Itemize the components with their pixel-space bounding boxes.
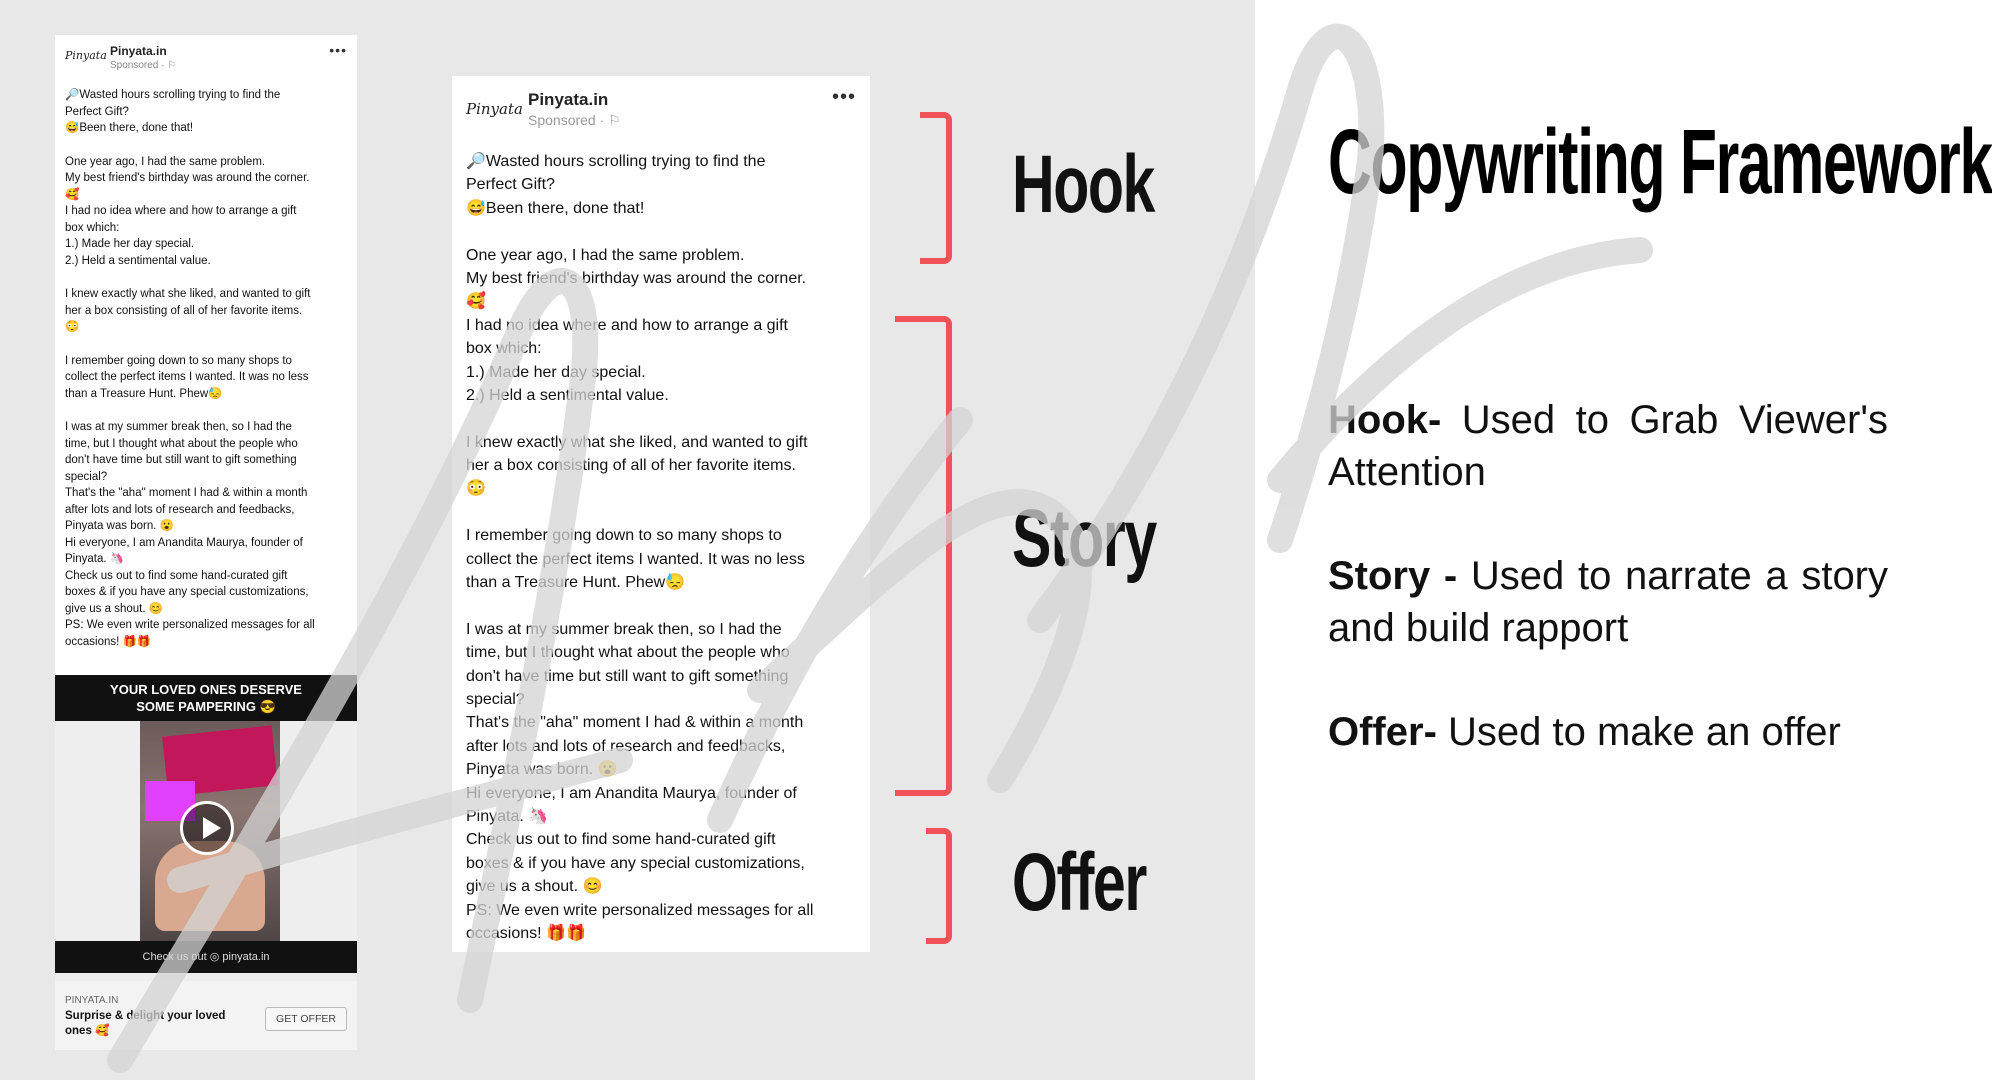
post-text-line: Perfect Gift? bbox=[466, 176, 555, 194]
ad-text-line: That's the "aha" moment I had & within a month bbox=[65, 487, 308, 499]
post-text-line: Check us out to find some hand-curated gift bbox=[466, 831, 776, 849]
story-label: Story bbox=[1012, 493, 1156, 584]
ad-banner-line-2: SOME PAMPERING 😎 bbox=[136, 699, 276, 714]
post-text-line: I remember going down to so many shops to bbox=[466, 527, 782, 545]
ad-banner-line-1: YOUR LOVED ONES DESERVE bbox=[110, 682, 302, 697]
hook-term: Hook- bbox=[1328, 398, 1442, 442]
ad-banner bbox=[55, 675, 357, 721]
hook-description: Used to Grab Viewer's Attention bbox=[1328, 398, 1888, 494]
ad-text-line: collect the perfect items I wanted. It was no less bbox=[65, 371, 309, 383]
post-text-line: her a box consisting of all of her favorite items. bbox=[466, 457, 796, 475]
video-footer-text: Check us out ◎ pinyata.in bbox=[55, 941, 357, 973]
ad-text-line: her a box consisting of all of her favorite items. bbox=[65, 304, 303, 317]
ad-text-line: Pinyata. 🦄 bbox=[65, 553, 125, 565]
post-text-line: Pinyata. 🦄 bbox=[466, 807, 549, 825]
post-text-line: One year ago, I had the same problem. bbox=[466, 246, 745, 264]
story-bracket bbox=[895, 316, 952, 796]
ad-domain: PINYATA.IN bbox=[65, 995, 119, 1006]
ad-text-line: don't have time but still want to gift something bbox=[65, 454, 297, 466]
ad-text-line: PS: We even write personalized messages for all bbox=[65, 619, 315, 631]
offer-definition bbox=[1328, 706, 1888, 758]
hook-definition bbox=[1328, 394, 1888, 498]
ad-preview-card bbox=[55, 35, 357, 1050]
post-body-text bbox=[466, 150, 866, 945]
ad-text-line bbox=[65, 137, 353, 154]
hook-bracket bbox=[920, 112, 952, 264]
post-more-options-icon[interactable]: ••• bbox=[831, 86, 856, 108]
post-text-line: don't have time but still want to gift something bbox=[466, 667, 789, 685]
post-text-line: than a Treasure Hunt. Phew😓 bbox=[466, 574, 686, 592]
ad-text-line: occasions! 🎁🎁 bbox=[65, 635, 152, 648]
ad-text-line: Perfect Gift? bbox=[65, 105, 129, 118]
post-text-line: occasions! 🎁🎁 bbox=[466, 924, 586, 942]
post-sponsored-label: Sponsored · ⚐ bbox=[528, 112, 621, 128]
pinyata-logo: Pinyata bbox=[65, 49, 107, 62]
post-text-line: Hi everyone, I am Anandita Maurya, founder of bbox=[466, 784, 797, 802]
story-definition bbox=[1328, 550, 1888, 654]
offer-label: Offer bbox=[1012, 837, 1146, 928]
ad-text-line: I knew exactly what she liked, and wanted to gift bbox=[65, 288, 311, 300]
post-text-line bbox=[466, 594, 866, 617]
post-text-line: 😳 bbox=[466, 480, 486, 498]
ad-text-line: special? bbox=[65, 470, 108, 483]
post-text-line: 🥰 bbox=[466, 293, 486, 311]
post-text-line: I knew exactly what she liked, and wanted to gift bbox=[466, 433, 808, 451]
ad-text-line: One year ago, I had the same problem. bbox=[65, 155, 266, 168]
post-text-card bbox=[452, 76, 870, 952]
offer-bracket bbox=[926, 828, 952, 944]
ad-text-line: I was at my summer break then, so I had the bbox=[65, 421, 292, 433]
ad-text-line: box which: bbox=[65, 221, 120, 234]
get-offer-button[interactable]: GET OFFER bbox=[265, 1007, 347, 1031]
ad-text-line: boxes & if you have any special customizations, bbox=[65, 586, 309, 598]
post-text-line: boxes & if you have any special customizations, bbox=[466, 854, 805, 872]
post-page-name[interactable]: Pinyata.in bbox=[528, 90, 609, 109]
post-text-line bbox=[466, 501, 866, 524]
post-text-line bbox=[466, 407, 866, 430]
story-description: Used to narrate a story and build rapport bbox=[1328, 554, 1889, 650]
post-text-line: That's the "aha" moment I had & within a month bbox=[466, 714, 804, 732]
ad-text-line: Hi everyone, I am Anandita Maurya, founder of bbox=[65, 536, 303, 549]
ad-body-text bbox=[65, 87, 353, 650]
post-text-line: give us a shout. 😊 bbox=[466, 878, 603, 896]
ad-text-line: after lots and lots of research and feedbacks, bbox=[65, 503, 295, 516]
post-text-line: collect the perfect items I wanted. It was no less bbox=[466, 550, 805, 568]
ad-text-line bbox=[65, 269, 353, 286]
post-text-line bbox=[466, 220, 866, 243]
ad-header bbox=[55, 35, 357, 83]
ad-text-line: 😅Been there, done that! bbox=[65, 122, 194, 134]
ad-headline: Surprise & delight your loved ones 🥰 bbox=[65, 1010, 226, 1037]
ad-text-line: 😳 bbox=[65, 321, 80, 333]
post-text-line: after lots and lots of research and feedbacks, bbox=[466, 737, 786, 755]
ad-text-line bbox=[65, 402, 353, 419]
ad-page-name[interactable]: Pinyata.in bbox=[110, 44, 167, 58]
post-text-line: time, but I thought what about the people who bbox=[466, 644, 790, 662]
ad-text-line: I had no idea where and how to arrange a gift bbox=[65, 205, 297, 217]
post-text-line: PS: We even write personalized messages for all bbox=[466, 901, 814, 919]
ad-text-line: My best friend's birthday was around the corner. bbox=[65, 172, 310, 184]
story-term: Story - bbox=[1328, 554, 1458, 598]
post-text-line: 🔎Wasted hours scrolling trying to find the bbox=[466, 153, 766, 170]
play-icon[interactable] bbox=[180, 801, 234, 855]
post-text-line: box which: bbox=[466, 340, 542, 358]
offer-term: Offer- bbox=[1328, 710, 1437, 754]
ad-footer bbox=[55, 981, 357, 1050]
ad-text-line: give us a shout. 😊 bbox=[65, 602, 164, 615]
ad-sponsored-label: Sponsored · ⚐ bbox=[110, 60, 177, 71]
offer-description: Used to make an offer bbox=[1436, 710, 1841, 754]
ad-text-line: Pinyata was born. 😮 bbox=[65, 520, 174, 532]
post-text-line: Pinyata was born. 😮 bbox=[466, 761, 618, 779]
post-text-line: I had no idea where and how to arrange a gift bbox=[466, 316, 788, 334]
hook-label: Hook bbox=[1012, 139, 1154, 230]
post-text-line: 1.) Made her day special. bbox=[466, 363, 646, 381]
ad-text-line: 2.) Held a sentimental value. bbox=[65, 254, 211, 267]
post-text-line: special? bbox=[466, 690, 525, 708]
ad-text-line: 🥰 bbox=[65, 188, 80, 201]
post-text-line: 2.) Held a sentimental value. bbox=[466, 386, 669, 404]
ad-text-line: than a Treasure Hunt. Phew😓 bbox=[65, 387, 223, 400]
post-text-line: My best friend's birthday was around the corner. bbox=[466, 269, 807, 287]
framework-title: Copywriting Framework bbox=[1328, 111, 1992, 213]
ad-text-line: time, but I thought what about the people who bbox=[65, 437, 298, 450]
ad-text-line bbox=[65, 336, 353, 353]
ad-text-line: 1.) Made her day special. bbox=[65, 238, 195, 250]
ad-text-line: Check us out to find some hand-curated gift bbox=[65, 569, 288, 582]
ad-video[interactable] bbox=[55, 721, 357, 981]
post-text-line: I was at my summer break then, so I had the bbox=[466, 620, 782, 638]
pinyata-logo: Pinyata bbox=[466, 100, 523, 118]
ad-more-options-icon[interactable]: ••• bbox=[329, 42, 347, 58]
post-text-line: 😅Been there, done that! bbox=[466, 199, 645, 217]
ad-text-line: 🔎Wasted hours scrolling trying to find the bbox=[65, 89, 281, 101]
ad-text-line: I remember going down to so many shops to bbox=[65, 354, 292, 367]
